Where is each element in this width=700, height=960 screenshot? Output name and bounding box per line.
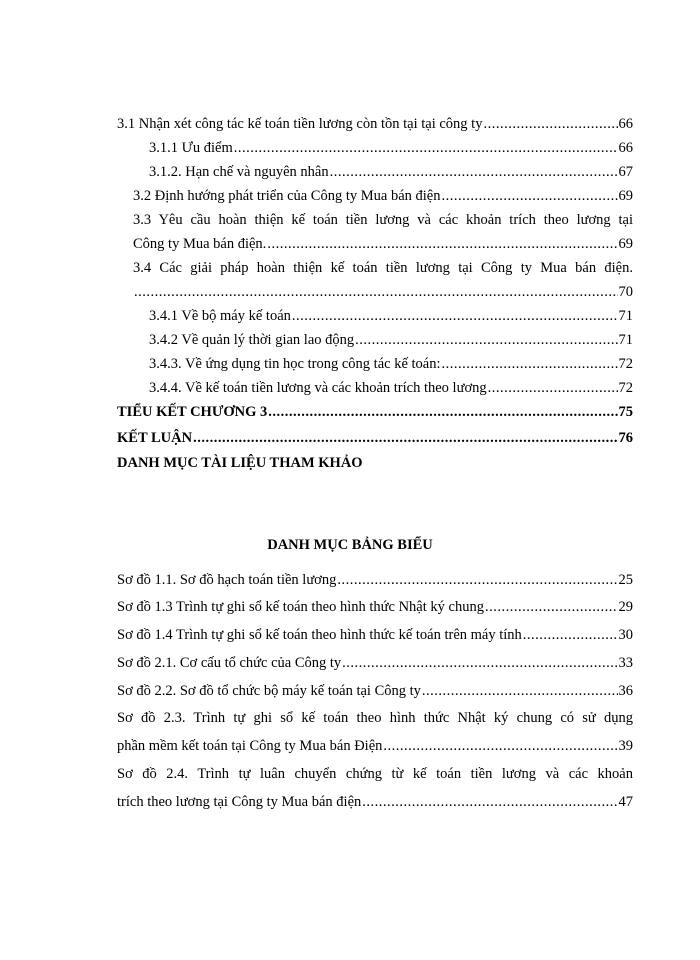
toc-entry-3-1-1	[149, 137, 633, 161]
diagram-entry-2-2	[117, 680, 633, 704]
toc-entry-page: 71	[618, 332, 633, 348]
toc-entry-chapter-summary	[117, 401, 633, 425]
diagram-entry-page: 25	[618, 572, 633, 588]
toc-entry-conclusion	[117, 427, 633, 451]
diagram-entry-label: Sơ đồ 1.1. Sơ đồ hạch toán tiền lương	[117, 572, 337, 588]
diagram-entry-2-1	[117, 652, 633, 676]
toc-entry-3-4	[133, 257, 633, 305]
dot-leader	[362, 791, 617, 813]
toc-entry-page: 69	[618, 188, 633, 204]
dot-leader	[355, 329, 617, 351]
toc-entry-label: 3.4.2 Về quản lý thời gian lao động	[149, 332, 355, 348]
dot-leader	[442, 185, 618, 207]
toc-entry-page: 72	[618, 356, 633, 372]
dot-leader	[267, 233, 617, 255]
dot-leader	[485, 596, 618, 618]
toc-entry-page: 70	[618, 284, 633, 300]
toc-entry-page: 69	[618, 236, 633, 252]
toc-entry-label: KẾT LUẬN	[117, 430, 193, 446]
dot-leader	[483, 113, 617, 135]
dot-leader	[342, 652, 617, 674]
dot-leader	[330, 161, 618, 183]
dot-leader	[488, 377, 618, 399]
diagram-entry-label: Sơ đồ 1.4 Trình tự ghi sổ kế toán theo hình thức kế toán trên máy tính	[117, 627, 522, 643]
dot-leader	[383, 735, 617, 757]
toc-entry-page: 75	[618, 404, 633, 420]
dot-leader	[292, 305, 618, 327]
toc-entry-page: 66	[618, 140, 633, 156]
diagram-entry-page: 39	[618, 738, 633, 754]
diagram-entry-label: phần mềm kết toán tại Công ty Mua bán Điện	[117, 738, 383, 754]
toc-entry-label: Công ty Mua bán điện.	[133, 236, 267, 252]
diagram-entry-page: 47	[618, 794, 633, 810]
diagram-entry-1-3	[117, 596, 633, 620]
diagram-entry-1-1	[117, 569, 633, 593]
diagram-entry-page: 30	[618, 627, 633, 643]
diagram-entry-line1: Sơ đồ 2.3. Trình tự ghi sổ kế toán theo hình thức Nhật ký chung có sử dụng	[117, 710, 633, 726]
toc-entry-3-4-1	[149, 305, 633, 329]
diagram-entry-2-3	[117, 707, 633, 759]
diagram-entry-label: Sơ đồ 2.2. Sơ đồ tổ chức bộ máy kế toán tại Công ty	[117, 683, 421, 699]
toc-entry-label: 3.2 Định hướng phát triển của Công ty Mua bán điện	[133, 188, 441, 204]
toc-entry-label: 3.4.4. Về kế toán tiền lương và các khoản trích theo lương	[149, 380, 487, 396]
dot-leader	[268, 401, 617, 423]
diagram-entry-1-4	[117, 624, 633, 648]
dot-leader	[234, 137, 618, 159]
toc-entry-label: 3.4.1 Về bộ máy kế toán	[149, 308, 291, 324]
diagram-entry-2-4	[117, 763, 633, 815]
toc-entry-label: 3.1.2. Hạn chế và nguyên nhân	[149, 164, 329, 180]
references-title: DANH MỤC TÀI LIỆU THAM KHẢO	[117, 455, 363, 471]
toc-entry-page: 72	[618, 380, 633, 396]
diagram-entry-page: 33	[618, 655, 633, 671]
toc-entry-3-1	[117, 113, 633, 137]
toc-entry-page: 76	[618, 430, 633, 446]
toc-entry-3-3	[133, 209, 633, 257]
toc-entry-label: 3.4.3. Về ứng dụng tin học trong công tác kế toán:	[149, 356, 441, 372]
diagram-entry-label: Sơ đồ 2.1. Cơ cấu tổ chức của Công ty	[117, 655, 342, 671]
diagram-entry-page: 29	[618, 599, 633, 615]
dot-leader	[422, 680, 618, 702]
toc-entry-label: 3.1 Nhận xét công tác kế toán tiền lương còn tồn tại tại công ty	[117, 116, 483, 132]
dot-leader	[134, 281, 618, 303]
dot-leader	[523, 624, 618, 646]
dot-leader	[442, 353, 618, 375]
diagram-entry-page: 36	[618, 683, 633, 699]
toc-entry-line1: 3.4 Các giải pháp hoàn thiện kế toán tiền lương tại Công ty Mua bán điện.	[133, 260, 633, 276]
toc-entry-page: 71	[618, 308, 633, 324]
toc-entry-3-4-4	[149, 377, 633, 401]
diagram-entry-label: Sơ đồ 1.3 Trình tự ghi sổ kế toán theo hình thức Nhật ký chung	[117, 599, 484, 615]
toc-entry-label: 3.1.1 Ưu điểm	[149, 140, 233, 156]
toc-entry-3-4-2	[149, 329, 633, 353]
tables-list-title: DANH MỤC BẢNG BIỂU	[267, 537, 433, 553]
toc-entry-label: TIỂU KẾT CHƯƠNG 3	[117, 404, 268, 420]
toc-entry-line1: 3.3 Yêu cầu hoàn thiện kế toán tiền lương và các khoản trích theo lương tại	[133, 212, 633, 228]
toc-entry-3-2	[133, 185, 633, 209]
diagram-entry-line1: Sơ đồ 2.4. Trình tự luân chuyển chứng từ kế toán tiền lương và các khoản	[117, 766, 633, 782]
dot-leader	[193, 427, 617, 449]
toc-entry-page: 66	[618, 116, 633, 132]
dot-leader	[337, 569, 617, 591]
toc-entry-3-4-3	[149, 353, 633, 377]
toc-entry-3-1-2	[149, 161, 633, 185]
toc-entry-page: 67	[618, 164, 633, 180]
diagram-entry-label: trích theo lương tại Công ty Mua bán điện	[117, 794, 362, 810]
